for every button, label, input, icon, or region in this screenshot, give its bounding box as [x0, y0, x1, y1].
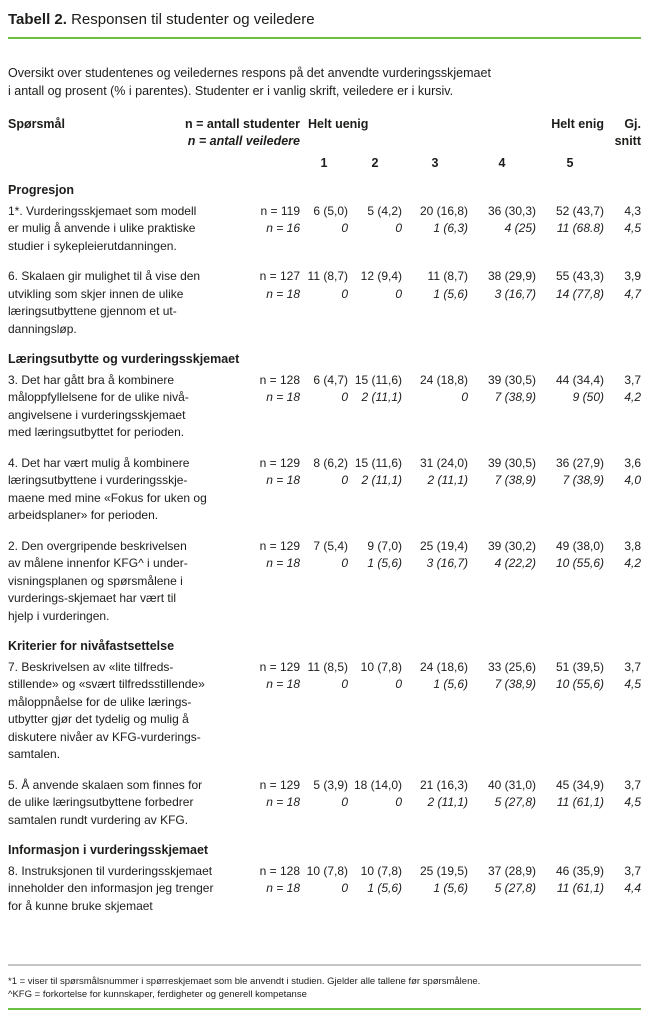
value-cell — [536, 538, 604, 573]
table-section — [8, 182, 641, 338]
question-text — [8, 538, 238, 626]
supervisor-value: 7 (38,9) — [494, 390, 536, 404]
student-value: 39 (30,2) — [487, 538, 536, 553]
scale-number-2: 2 — [371, 156, 379, 170]
value-cell — [300, 268, 348, 303]
n-supervisors-value: n = 18 — [266, 473, 300, 487]
student-value: 45 (34,9) — [555, 777, 604, 792]
n-cell — [238, 203, 300, 238]
table-row — [8, 863, 641, 916]
question-line: vurderings-skjemaet har vært til — [8, 591, 177, 605]
supervisor-value: 1 (5,6) — [433, 881, 468, 895]
student-value: 25 (19,5) — [419, 863, 468, 878]
student-value: 31 (24,0) — [419, 455, 468, 470]
supervisor-value: 3 (16,7) — [494, 286, 536, 301]
value-cell — [468, 268, 536, 303]
supervisor-value: 10 (55,6) — [555, 677, 604, 691]
value-cell — [348, 659, 402, 694]
value-cell — [300, 455, 348, 490]
value-cell — [402, 203, 468, 238]
mean-cell — [604, 538, 641, 573]
question-line: læringsutbyttene gjennom et ut- — [8, 304, 177, 318]
student-value: 25 (19,4) — [419, 538, 468, 553]
supervisor-value: 7 (38,9) — [494, 677, 536, 691]
value-cell — [402, 538, 468, 573]
student-value: 8 (6,2) — [313, 455, 348, 470]
n-supervisors-value: n = 18 — [266, 677, 300, 691]
table-section — [8, 842, 641, 915]
bottom-divider — [8, 1008, 641, 1010]
student-value: 20 (16,8) — [419, 203, 468, 218]
header-n-supervisors: n = antall veiledere — [187, 134, 300, 148]
header-mean-line2: snitt — [614, 134, 641, 148]
question-line: av målene innenfor KFG^ i under- — [8, 556, 188, 570]
student-value: 11 (8,7) — [427, 269, 468, 283]
scale-number-3: 3 — [431, 156, 439, 170]
question-text — [8, 372, 238, 442]
value-cell — [348, 777, 402, 812]
supervisor-value: 2 (11,1) — [427, 473, 468, 487]
student-value: 36 (27,9) — [555, 455, 604, 470]
value-cell — [300, 372, 348, 407]
student-value: 24 (18,8) — [419, 372, 468, 387]
student-mean: 3,9 — [624, 269, 641, 283]
question-line: samtalen. — [8, 747, 61, 761]
supervisor-value: 1 (5,6) — [367, 881, 402, 895]
table-caption: Responsen til studenter og veiledere — [66, 11, 315, 28]
n-supervisors-value: n = 18 — [266, 556, 300, 570]
student-value: 39 (30,5) — [487, 372, 536, 387]
supervisor-mean: 4,5 — [624, 221, 641, 235]
student-mean: 3,8 — [624, 538, 641, 553]
mean-cell — [604, 455, 641, 490]
supervisor-value: 0 — [461, 390, 468, 404]
value-cell — [402, 268, 468, 303]
table-row — [8, 455, 641, 525]
section-heading: Progresjon — [8, 183, 74, 197]
student-value: 10 (7,8) — [360, 863, 402, 878]
question-line: inneholder den informasjon jeg trenger — [8, 881, 214, 895]
section-heading: Læringsutbytte og vurderingsskjemaet — [8, 352, 240, 366]
mean-cell — [604, 372, 641, 407]
section-heading: Kriterier for nivåfastsettelse — [8, 639, 175, 653]
supervisor-value: 2 (11,1) — [361, 390, 402, 404]
question-line: er mulig å anvende i ulike praktiske — [8, 221, 196, 235]
header-scale-numbers — [8, 155, 641, 172]
supervisor-value: 1 (5,6) — [367, 556, 402, 570]
value-cell — [468, 863, 536, 898]
question-line: arbeidsplaner» for perioden. — [8, 508, 159, 522]
description-line: i antall og prosent (% i parentes). Studenter er i vanlig skrift, veiledere er i kursiv. — [8, 84, 454, 98]
question-text — [8, 203, 238, 256]
table-body — [8, 182, 641, 915]
student-value: 52 (43,7) — [555, 203, 604, 218]
header-mean-line1: Gj. — [624, 117, 641, 131]
supervisor-value: 5 (27,8) — [494, 881, 536, 895]
value-cell — [402, 455, 468, 490]
table-row — [8, 538, 641, 626]
value-cell — [536, 455, 604, 490]
value-cell — [348, 203, 402, 238]
question-line: utbytter gjør det tydelig og mulig å — [8, 712, 189, 726]
supervisor-mean: 4,5 — [624, 795, 641, 809]
student-value: 15 (11,6) — [354, 372, 402, 387]
student-value: 10 (7,8) — [360, 659, 402, 674]
question-line: visningsplanen og spørsmålene i — [8, 573, 183, 588]
n-cell — [238, 455, 300, 490]
question-line: læringsutbyttene i vurderingsskje- — [8, 473, 188, 487]
supervisor-mean: 4,2 — [624, 390, 641, 404]
supervisor-value: 0 — [341, 795, 348, 809]
student-value: 5 (3,9) — [313, 777, 348, 792]
student-mean: 3,7 — [624, 659, 641, 674]
student-value: 10 (7,8) — [306, 863, 348, 878]
n-students-value: n = 127 — [259, 269, 300, 283]
student-value: 5 (4,2) — [367, 203, 402, 218]
student-value: 24 (18,6) — [419, 659, 468, 674]
table-row — [8, 777, 641, 830]
n-supervisors-value: n = 18 — [266, 795, 300, 809]
student-value: 33 (25,6) — [487, 659, 536, 674]
value-cell — [536, 203, 604, 238]
n-supervisors-value: n = 18 — [266, 881, 300, 895]
student-mean: 3,7 — [624, 863, 641, 878]
supervisor-value: 1 (5,6) — [433, 286, 468, 301]
student-value: 40 (31,0) — [487, 777, 536, 792]
student-value: 9 (7,0) — [367, 538, 402, 553]
supervisor-mean: 4,5 — [624, 677, 641, 691]
supervisor-value: 0 — [341, 677, 348, 691]
question-text — [8, 455, 238, 525]
question-line: utvikling som skjer innen de ulike — [8, 286, 184, 301]
value-cell — [300, 863, 348, 898]
table-header — [8, 116, 641, 172]
value-cell — [300, 659, 348, 694]
value-cell — [402, 659, 468, 694]
n-students-value: n = 129 — [259, 538, 300, 553]
n-students-value: n = 128 — [259, 863, 300, 878]
student-value: 18 (14,0) — [353, 777, 402, 792]
student-value: 21 (16,3) — [419, 777, 468, 792]
student-value: 15 (11,6) — [354, 455, 402, 470]
supervisor-mean: 4,7 — [624, 286, 641, 301]
question-line: måloppfyllelsene for de ulike nivå- — [8, 390, 189, 404]
value-cell — [300, 777, 348, 812]
section-heading: Informasjon i vurderingsskjemaet — [8, 843, 209, 857]
supervisor-value: 7 (38,9) — [494, 473, 536, 487]
supervisor-value: 2 (11,1) — [361, 473, 402, 487]
n-cell — [238, 372, 300, 407]
n-students-value: n = 119 — [260, 203, 300, 218]
supervisor-value: 4 (22,2) — [494, 556, 536, 570]
header-scale-low: Helt uenig — [308, 117, 369, 131]
question-text — [8, 863, 238, 916]
table-row — [8, 203, 641, 256]
table-section — [8, 638, 641, 829]
n-cell — [238, 863, 300, 898]
scale-number-4: 4 — [498, 156, 506, 170]
supervisor-value: 0 — [341, 286, 348, 301]
value-cell — [300, 538, 348, 573]
student-value: 6 (5,0) — [313, 203, 348, 218]
supervisor-value: 11 (61,1) — [556, 795, 604, 809]
supervisor-mean: 4,0 — [624, 473, 641, 487]
value-cell — [348, 538, 402, 573]
value-cell — [402, 777, 468, 812]
table-description — [8, 64, 641, 100]
value-cell — [468, 659, 536, 694]
header-scale-high: Helt enig — [551, 117, 604, 131]
supervisor-mean: 4,2 — [624, 556, 641, 570]
value-cell — [402, 372, 468, 407]
student-value: 55 (43,3) — [555, 269, 604, 283]
section-rows — [8, 372, 641, 626]
footnotes — [8, 975, 641, 1001]
supervisor-value: 4 (25) — [504, 221, 536, 235]
table-row — [8, 659, 641, 764]
student-value: 38 (29,9) — [487, 269, 536, 283]
supervisor-value: 1 (6,3) — [433, 221, 468, 235]
footnote-divider — [8, 964, 641, 966]
value-cell — [348, 268, 402, 303]
n-cell — [238, 777, 300, 812]
supervisor-value: 0 — [341, 221, 348, 235]
question-text — [8, 268, 238, 338]
student-value: 12 (9,4) — [360, 269, 402, 283]
value-cell — [468, 777, 536, 812]
mean-cell — [604, 268, 641, 303]
question-line: 1*. Vurderingsskjemaet som modell — [8, 203, 197, 218]
student-value: 46 (35,9) — [555, 863, 604, 878]
supervisor-value: 7 (38,9) — [562, 473, 604, 487]
supervisor-value: 5 (27,8) — [494, 795, 536, 809]
supervisor-mean: 4,4 — [624, 881, 641, 895]
student-value: 11 (8,5) — [307, 659, 348, 674]
section-rows — [8, 659, 641, 830]
student-value: 7 (5,4) — [313, 538, 348, 553]
question-line: måloppnåelse for de ulike lærings- — [8, 694, 192, 709]
footnote-line: *1 = viser til spørsmålsnummer i spørreskjemaet som ble anvendt i studien. Gjelder alle tallene før spørsmålene. — [8, 976, 481, 987]
supervisor-value: 14 (77,8) — [555, 286, 604, 301]
value-cell — [402, 863, 468, 898]
scale-number-1: 1 — [320, 156, 328, 170]
question-line: angivelsene i vurderingsskjemaet — [8, 407, 186, 422]
student-mean: 3,7 — [624, 372, 641, 387]
n-students-value: n = 128 — [259, 372, 300, 387]
n-students-value: n = 129 — [259, 659, 300, 674]
supervisor-value: 9 (50) — [572, 390, 604, 404]
question-text — [8, 659, 238, 764]
supervisor-value: 11 (68.8) — [556, 221, 604, 235]
student-mean: 3,7 — [624, 777, 641, 792]
question-line: 6. Skalaen gir mulighet til å vise den — [8, 269, 201, 283]
value-cell — [536, 659, 604, 694]
question-line: danningsløp. — [8, 321, 77, 336]
question-text — [8, 777, 238, 830]
question-line: 4. Det har vært mulig å kombinere — [8, 455, 190, 470]
section-rows — [8, 203, 641, 339]
student-mean: 4,3 — [624, 203, 641, 218]
question-line: for å kunne bruke skjemaet — [8, 898, 153, 913]
n-cell — [238, 659, 300, 694]
question-line: samtalen rundt vurdering av KFG. — [8, 812, 189, 827]
table-number: Tabell 2. — [8, 11, 67, 28]
footnote-line: ^KFG = forkortelse for kunnskaper, ferdigheter og generell kompetanse — [8, 989, 307, 1000]
scale-number-5: 5 — [566, 156, 574, 170]
supervisor-value: 0 — [395, 677, 402, 691]
supervisor-value: 11 (61,1) — [556, 881, 604, 895]
question-line: de ulike læringsutbyttene forbedrer — [8, 795, 194, 809]
n-students-value: n = 129 — [259, 455, 300, 470]
supervisor-value: 0 — [341, 473, 348, 487]
student-value: 44 (34,4) — [555, 372, 604, 387]
student-value: 11 (8,7) — [307, 269, 348, 283]
student-value: 6 (4,7) — [313, 372, 348, 387]
supervisor-value: 1 (5,6) — [433, 677, 468, 691]
supervisor-value: 0 — [395, 795, 402, 809]
student-value: 39 (30,5) — [487, 455, 536, 470]
header-n-students: n = antall studenter — [185, 117, 300, 131]
n-supervisors-value: n = 18 — [266, 286, 300, 301]
supervisor-value: 0 — [341, 390, 348, 404]
n-supervisors-value: n = 16 — [266, 221, 300, 235]
supervisor-value: 2 (11,1) — [427, 795, 468, 809]
table-title — [8, 10, 641, 30]
value-cell — [536, 372, 604, 407]
n-cell — [238, 538, 300, 573]
question-line: med læringsutbyttet for perioden. — [8, 425, 185, 439]
value-cell — [468, 538, 536, 573]
value-cell — [536, 863, 604, 898]
supervisor-value: 0 — [341, 556, 348, 570]
supervisor-value: 3 (16,7) — [426, 556, 468, 570]
supervisor-value: 0 — [395, 221, 402, 235]
table-footer — [8, 964, 641, 1010]
mean-cell — [604, 203, 641, 238]
student-value: 36 (30,3) — [487, 203, 536, 218]
student-mean: 3,6 — [624, 455, 641, 470]
value-cell — [468, 203, 536, 238]
section-rows — [8, 863, 641, 916]
question-line: stillende» og «svært tilfredsstillende» — [8, 677, 205, 691]
table-row — [8, 268, 641, 338]
value-cell — [348, 372, 402, 407]
n-cell — [238, 268, 300, 303]
n-students-value: n = 129 — [259, 777, 300, 792]
mean-cell — [604, 777, 641, 812]
student-value: 49 (38,0) — [555, 538, 604, 553]
student-value: 37 (28,9) — [487, 863, 536, 878]
value-cell — [300, 203, 348, 238]
question-line: 5. Å anvende skalaen som finnes for — [8, 777, 203, 792]
value-cell — [536, 268, 604, 303]
question-line: 8. Instruksjonen til vurderingsskjemaet — [8, 863, 213, 878]
value-cell — [468, 372, 536, 407]
description-line: Oversikt over studentenes og veiledernes respons på det anvendte vurderingsskjemaet — [8, 66, 491, 80]
mean-cell — [604, 659, 641, 694]
question-line: 3. Det har gått bra å kombinere — [8, 372, 175, 387]
supervisor-value: 0 — [341, 881, 348, 895]
supervisor-value: 0 — [395, 286, 402, 301]
question-line: 2. Den overgripende beskrivelsen — [8, 538, 187, 553]
question-line: maene med mine «Fokus for uken og — [8, 490, 207, 505]
table-section — [8, 351, 641, 625]
value-cell — [348, 863, 402, 898]
value-cell — [348, 455, 402, 490]
top-divider — [8, 37, 641, 39]
n-supervisors-value: n = 18 — [266, 390, 300, 404]
value-cell — [468, 455, 536, 490]
supervisor-value: 10 (55,6) — [555, 556, 604, 570]
value-cell — [536, 777, 604, 812]
question-line: hjelp i vurderingen. — [8, 608, 110, 623]
question-line: 7. Beskrivelsen av «lite tilfreds- — [8, 659, 174, 674]
table-row — [8, 372, 641, 442]
header-question: Spørsmål — [8, 117, 65, 131]
question-line: diskutere nivåer av KFG-vurderings- — [8, 729, 201, 744]
student-value: 51 (39,5) — [555, 659, 604, 674]
mean-cell — [604, 863, 641, 898]
question-line: studier i sykepleierutdanningen. — [8, 238, 177, 253]
